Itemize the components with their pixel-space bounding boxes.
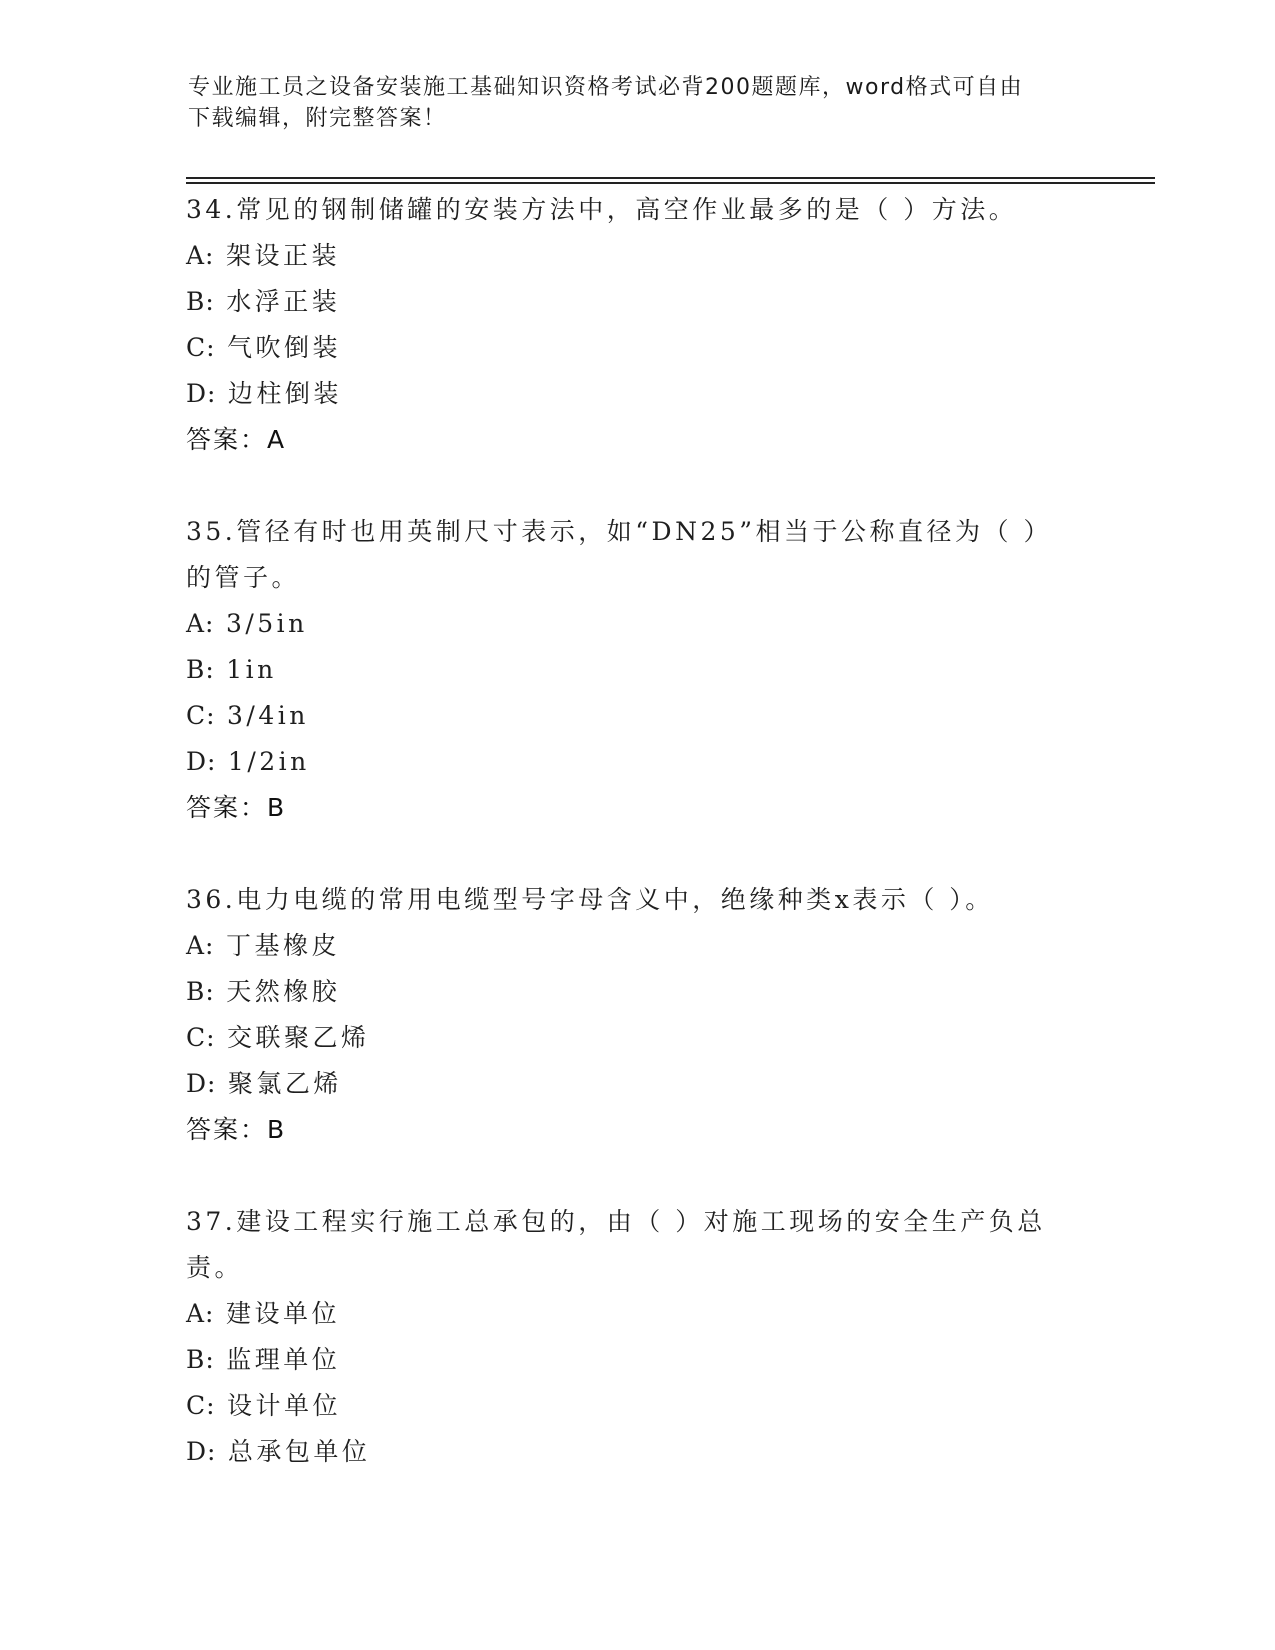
option-label: D:: [186, 1437, 217, 1466]
answer-line: 答案：A: [186, 425, 287, 454]
header-divider-bottom: [186, 182, 1155, 184]
option-text: 3/5in: [225, 609, 308, 638]
option-a: [186, 1291, 1086, 1337]
option-label: A:: [186, 609, 215, 638]
option-c: [186, 325, 1086, 371]
document-header: [188, 72, 1068, 134]
option-text: 建设单位: [225, 1299, 340, 1328]
option-text: 设计单位: [227, 1391, 342, 1420]
option-text: 3/4in: [227, 701, 309, 730]
option-text: 监理单位: [226, 1345, 341, 1374]
option-c: [186, 1383, 1086, 1429]
header-line-2: 下载编辑，附完整答案！: [188, 106, 447, 131]
question-34: [186, 187, 1086, 463]
option-text: 边柱倒装: [227, 379, 342, 408]
option-text: 交联聚乙烯: [227, 1023, 370, 1052]
option-label: A:: [186, 1299, 215, 1328]
option-label: D:: [186, 1069, 217, 1098]
header-line-1: 专业施工员之设备安装施工基础知识资格考试必背200题题库，word格式可自由: [188, 75, 1024, 100]
question-stem: 37.建设工程实行施工总承包的，由（ ）对施工现场的安全生产负总: [186, 1207, 1046, 1236]
option-text: 水浮正装: [226, 287, 341, 316]
option-label: D:: [186, 379, 217, 408]
option-text: 天然橡胶: [226, 977, 341, 1006]
question-stem-continued: 责。: [186, 1253, 244, 1282]
option-b: [186, 1337, 1086, 1383]
question-stem: 36.电力电缆的常用电缆型号字母含义中，绝缘种类x表示（ ）。: [186, 885, 994, 914]
option-text: 1in: [226, 655, 277, 684]
option-a: [186, 233, 1086, 279]
question-stem: 35.管径有时也用英制尺寸表示，如“DN25”相当于公称直径为（ ）: [186, 517, 1052, 546]
question-36: [186, 877, 1086, 1153]
option-c: [186, 693, 1086, 739]
option-d: [186, 371, 1086, 417]
option-label: C:: [186, 333, 216, 362]
option-text: 丁基橡皮: [225, 931, 340, 960]
option-label: D:: [186, 747, 217, 776]
option-a: [186, 601, 1086, 647]
question-35: [186, 509, 1086, 831]
option-b: [186, 279, 1086, 325]
option-b: [186, 647, 1086, 693]
option-label: C:: [186, 1391, 216, 1420]
option-d: [186, 739, 1086, 785]
option-b: [186, 969, 1086, 1015]
header-divider-top: [186, 177, 1155, 179]
option-label: B:: [186, 977, 215, 1006]
option-label: B:: [186, 1345, 215, 1374]
option-label: C:: [186, 1023, 216, 1052]
option-label: B:: [186, 287, 215, 316]
question-stem-continued: 的管子。: [186, 563, 301, 592]
option-text: 1/2in: [227, 747, 310, 776]
option-label: A:: [186, 241, 215, 270]
answer-line: 答案：B: [186, 1115, 287, 1144]
option-c: [186, 1015, 1086, 1061]
question-37: [186, 1199, 1086, 1475]
option-a: [186, 923, 1086, 969]
option-label: B:: [186, 655, 215, 684]
answer-line: 答案：B: [186, 793, 287, 822]
option-text: 架设正装: [225, 241, 340, 270]
option-d: [186, 1061, 1086, 1107]
question-list: [186, 187, 1086, 1521]
option-text: 聚氯乙烯: [227, 1069, 342, 1098]
question-stem: 34.常见的钢制储罐的安装方法中，高空作业最多的是（ ）方法。: [186, 195, 1018, 224]
option-d: [186, 1429, 1086, 1475]
option-label: A:: [186, 931, 215, 960]
option-text: 气吹倒装: [227, 333, 342, 362]
option-label: C:: [186, 701, 216, 730]
option-text: 总承包单位: [227, 1437, 371, 1466]
